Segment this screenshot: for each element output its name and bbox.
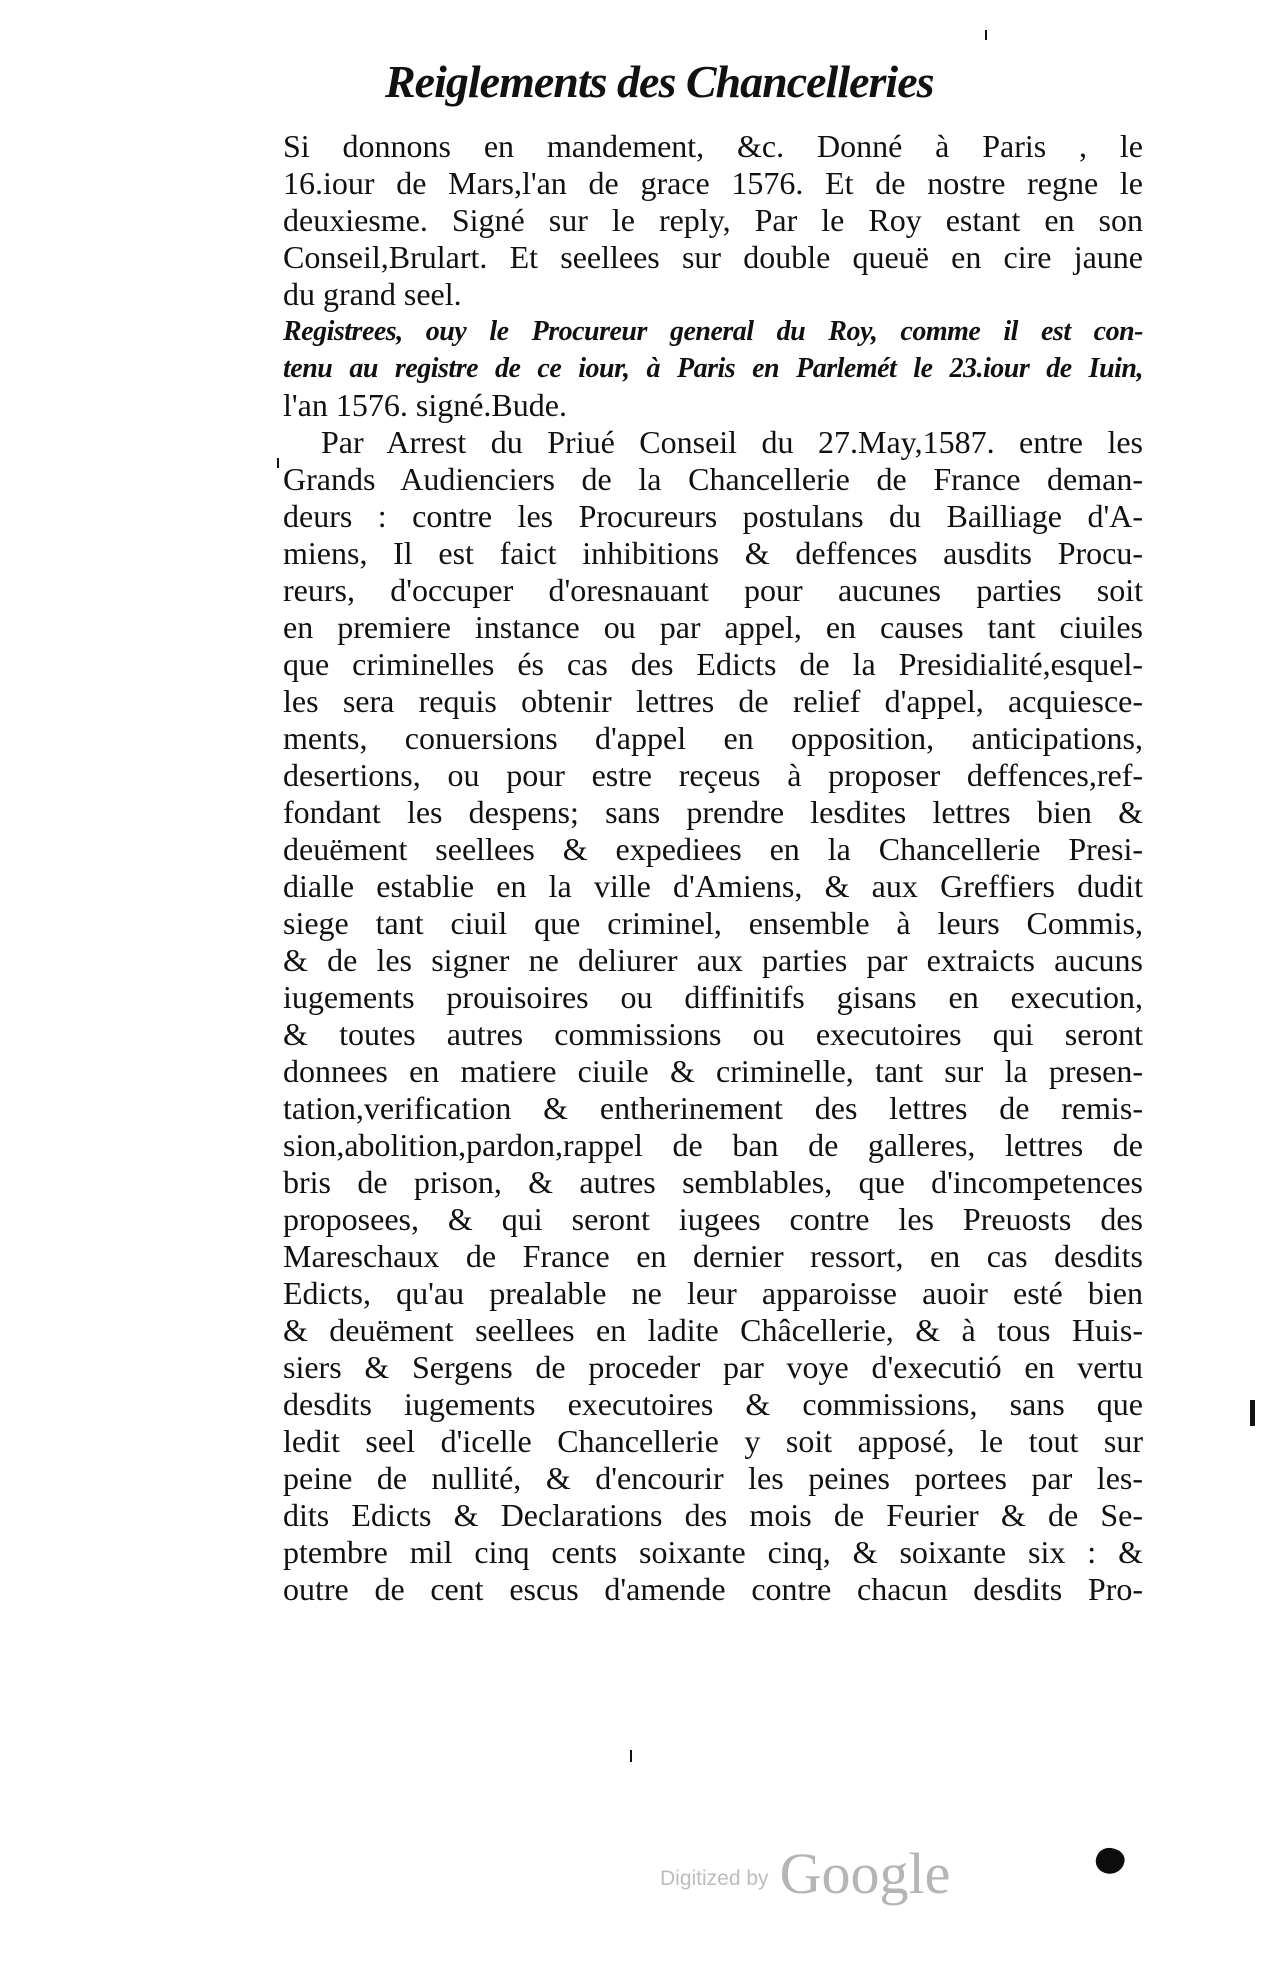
text-line: iugements prouisoires ou diffinitifs gisans en execution, (283, 979, 1143, 1015)
text-line: & de les signer ne deliurer aux parties par extraicts aucuns (283, 942, 1143, 978)
text-line: deurs : contre les Procureurs postulans du Bailliage d'A- (283, 498, 1143, 534)
digitized-by-watermark (660, 1840, 950, 1907)
text-line: siege tant ciuil que criminel, ensemble à leurs Commis, (283, 905, 1143, 941)
text-line: Grands Audienciers de la Chancellerie de France deman- (283, 461, 1143, 497)
text-line: ments, conuersions d'appel en opposition, anticipations, (283, 720, 1143, 756)
text-line: dialle establie en la ville d'Amiens, & aux Greffiers dudit (283, 868, 1143, 904)
text-line: du grand seel. (283, 276, 462, 312)
margin-speck (985, 30, 987, 40)
text-line: Si donnons en mandement, &c. Donné à Paris , le (283, 128, 1143, 164)
body-text (283, 128, 1143, 1608)
text-line: bris de prison, & autres semblables, que d'incompetences (283, 1164, 1143, 1200)
text-line: deuxiesme. Signé sur le reply, Par le Roy estant en son (283, 202, 1143, 238)
text-line: deuëment seellees & expediees en la Chancellerie Presi- (283, 831, 1143, 867)
text-line: miens, Il est faict inhibitions & deffences ausdits Procu- (283, 535, 1143, 571)
text-line: Conseil,Brulart. Et seellees sur double queuë en cire jaune (283, 239, 1143, 275)
text-line: Mareschaux de France en dernier ressort, en cas desdits (283, 1238, 1143, 1274)
running-header: Reiglements des Chancelleries (385, 56, 934, 107)
text-line: dits Edicts & Declarations des mois de Feurier & de Se- (283, 1497, 1143, 1533)
text-line: outre de cent escus d'amende contre chacun desdits Pro- (283, 1571, 1143, 1607)
text-line: proposees, & qui seront iugees contre les Preuosts des (283, 1201, 1143, 1237)
registration-note-line: Registrees, ouy le Procureur general du Roy, comme il est con- (283, 316, 1143, 347)
text-line: desdits iugements executoires & commissions, sans que (283, 1386, 1143, 1422)
margin-speck (277, 458, 279, 468)
text-line: & deuëment seellees en ladite Châcellerie, & à tous Huis- (283, 1312, 1143, 1348)
text-line: desertions, ou pour estre reçeus à proposer deffences,ref- (283, 757, 1143, 793)
text-line: que criminelles és cas des Edicts de la Presidialité,esquel- (283, 646, 1143, 682)
text-line: 16.iour de Mars,l'an de grace 1576. Et de nostre regne le (283, 165, 1143, 201)
google-logo: Google (779, 1841, 951, 1906)
text-line: tation,verification & entherinement des lettres de remis- (283, 1090, 1143, 1126)
text-line: donnees en matiere ciuile & criminelle, tant sur la presen- (283, 1053, 1143, 1089)
text-line: reurs, d'occuper d'oresnauant pour aucunes parties soit (283, 572, 1143, 608)
text-line: sion,abolition,pardon,rappel de ban de galleres, lettres de (283, 1127, 1143, 1163)
registration-note-line: l'an 1576. signé.Bude. (283, 387, 567, 423)
text-line: peine de nullité, & d'encourir les peines portees par les- (283, 1460, 1143, 1496)
watermark-prefix: Digitized by (660, 1867, 769, 1890)
text-line: Par Arrest du Priué Conseil du 27.May,1587. entre les (321, 424, 1143, 460)
text-line: en premiere instance ou par appel, en causes tant ciuiles (283, 609, 1143, 645)
text-line: ledit seel d'icelle Chancellerie y soit apposé, le tout sur (283, 1423, 1143, 1459)
text-line: & toutes autres commissions ou executoires qui seront (283, 1016, 1143, 1052)
registration-note-line: tenu au registre de ce iour, à Paris en Parlemét le 23.iour de Iuin, (283, 353, 1143, 384)
margin-mark (1250, 1400, 1255, 1426)
text-line: ptembre mil cinq cents soixante cinq, & soixante six : & (283, 1534, 1143, 1570)
text-line: Edicts, qu'au prealable ne leur apparoisse auoir esté bien (283, 1275, 1143, 1311)
text-line: fondant les despens; sans prendre lesdites lettres bien & (283, 794, 1143, 830)
text-line: siers & Sergens de proceder par voye d'executió en vertu (283, 1349, 1143, 1385)
ink-blot (1092, 1844, 1127, 1878)
margin-speck (630, 1750, 632, 1762)
text-line: les sera requis obtenir lettres de relief d'appel, acquiesce- (283, 683, 1143, 719)
